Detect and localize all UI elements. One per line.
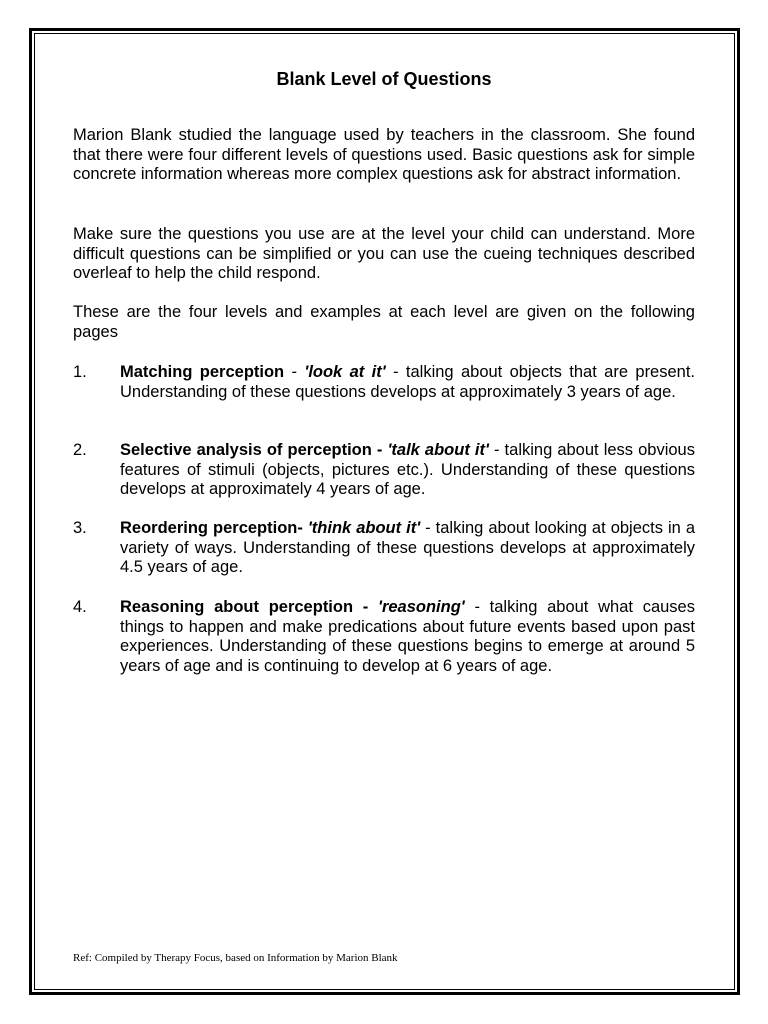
intro-paragraph: Marion Blank studied the language used by teachers in the classroom. She found that there were four different levels of questions used. Basic questions ask for simple concrete information whereas more complex questions ask for abstract information. xyxy=(73,126,695,183)
level-name: Matching perception xyxy=(120,363,285,381)
document-title: Blank Level of Questions xyxy=(276,69,492,89)
level-number: 4. xyxy=(73,598,87,616)
level-number: 2. xyxy=(73,441,87,459)
level-separator: - xyxy=(284,363,305,381)
reference-footer: Ref: Compiled by Therapy Focus, based on Information by Marion Blank xyxy=(73,952,398,964)
level-phrase: 'think about it' xyxy=(307,519,421,537)
level-text xyxy=(120,363,695,402)
level-description: - talking about less obvious features of stimuli (objects, pictures etc.). Understanding of these questions develops at approximately 4 years of age. xyxy=(120,441,695,498)
level-text xyxy=(120,519,695,578)
level-phrase: 'talk about it' xyxy=(387,441,489,459)
guidance-paragraph: Make sure the questions you use are at the level your child can understand. More difficult questions can be simplified or you can use the cueing techniques described overleaf to help the child respond. xyxy=(73,225,695,282)
levels-intro-paragraph: These are the four levels and examples at each level are given on the following pages xyxy=(73,303,695,341)
level-text xyxy=(120,598,695,676)
level-phrase: 'reasoning' xyxy=(378,598,465,616)
level-name: Selective analysis of perception - xyxy=(120,441,383,459)
level-description: - talking about what causes things to happen and make predications about future events based upon past experiences. Understanding of these questions begins to emerge at around 5 years of age and is continuing to develop at 6 years of age. xyxy=(120,598,695,675)
level-number: 1. xyxy=(73,363,87,381)
level-phrase: 'look at it' xyxy=(304,363,386,381)
level-name: Reasoning about perception - xyxy=(120,598,369,616)
level-text xyxy=(120,441,695,500)
level-number: 3. xyxy=(73,519,87,537)
level-description: - talking about objects that are present. Understanding of these questions develops at approximately 3 years of age. xyxy=(120,363,696,401)
level-separator xyxy=(368,598,378,616)
level-name: Reordering perception- xyxy=(120,519,303,537)
level-description: - talking about looking at objects in a variety of ways. Understanding of these questions develops at approximately 4.5 years of age. xyxy=(120,519,695,576)
